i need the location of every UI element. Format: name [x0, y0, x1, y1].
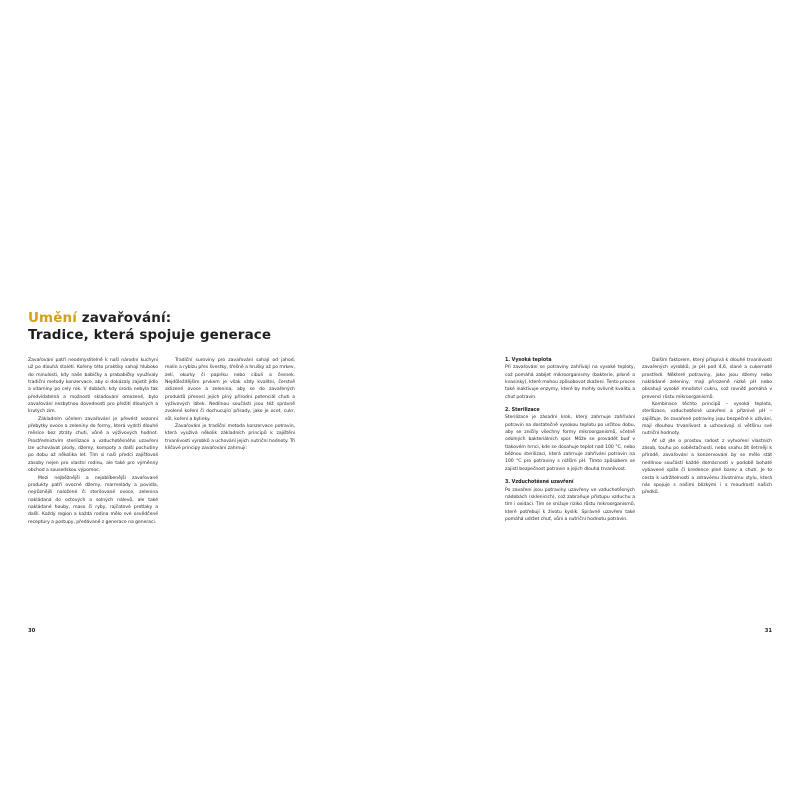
title-line2: Tradice, která spojuje generace	[28, 327, 272, 343]
page-number-left: 30	[28, 628, 36, 634]
title-line1-rest: zavařování:	[76, 310, 172, 326]
paragraph: Zavařování patří neodmyslitelně k naší národní kuchyni už po dlouhá staletí. Kořeny této praktiky sahají hluboko do minulosti, kdy naše babičky a prababičky využívaly tradiční metody konzervace, aby si dokázaly zajistit jídlo a vitamíny po celý rok. V dobách, kdy úroda nebyla tak předvídatelná a možnosti skladování omezené, bylo zavařování nezbytnou dovedností pro přežití dlouhých a krutých zim.	[28, 358, 158, 415]
right-page	[400, 0, 800, 800]
paragraph: Zavařování je tradiční metoda konzervace potravin, která využívá několik základních principů k zajištění trvanlivosti výrobků a uchování jejich nutriční hodnoty. Tři klíčové principy zavařování zahrnují:	[165, 424, 295, 452]
page-number-right: 31	[764, 628, 772, 634]
section-text: Při zavařování se potraviny zahřívají na vysoké teploty, což pomáhá zabíjet mikroorganismy (bakterie, plísně a kvasinky), které mohou způsobovat zkažení. Tento proces také inaktivuje enzymy, které by mohly ovlivnit kvalitu a chuť potravin.	[505, 365, 635, 400]
section-text: Po zavaření jsou potraviny uzavřeny ve vzduchotěsných nádobách (sklenicích), což zabraňuje přístupu vzduchu a tím i oxidaci. Tím se snižuje riziko růstu mikroorganismů, které potřebují k životu kyslík. Správné uzavření také pomáhá udržet chuť, vůni a nutriční hodnotu potravin.	[505, 487, 635, 522]
title-accent: Umění	[28, 310, 77, 326]
section-heading: 2. Sterilizace	[505, 408, 540, 414]
section-heading: 1. Vysoká teplota	[505, 358, 552, 363]
paragraph: Ať už jde o prostou radost z vytvoření vlastních zásob, touhu po soběstačnosti, nebo snahu žít šetrněji k přírodě, zavařování a konzervování by se mělo stát nedílnou součástí každé domácnosti v podobě bohaté vybavené spíže či kredence plné barev a chutí. Je to cesta k udržitelnosti a zdravému životnímu stylu, která nás spojuje s našimi blízkými i s moudrostí našich předků.	[642, 438, 772, 496]
right-column-1	[505, 357, 635, 523]
left-column-1	[28, 357, 158, 526]
section-heading: 3. Vzduchotěsné uzavření	[505, 480, 574, 486]
page-title	[28, 310, 348, 344]
paragraph: Základním účelem zavařování je převést sezonní přebytky ovoce a zeleniny do formy, která vydrží dlouhé měsíce bez ztráty chuti, vůně a výživových hodnot. Prostřednictvím sterilizace a vzduchotěsného uzavření lze uchovávat plody, džemy, kompoty a další pochutiny po dobu až několika let. Tím si naši předci zajišťovali zásoby nejen pro vlastní rodinu, ale také pro výměnný obchod a sousedskou výpomoc.	[28, 416, 158, 474]
paragraph: Dalším faktorem, který přispívá k dlouhé trvanlivosti zavařených výrobků, je pH pod 4,6, slané a cukernaté prostředí. Některé potraviny, jako jsou džemy nebo nakládané zeleniny, mají přirozeně nízké pH nebo obsahují vysoké množství cukru, což rovněž pomáhá v prevenci růstu mikroorganismů.	[642, 358, 772, 400]
paragraph: Mezi nejběžnější a nejoblíbenější zavařované produkty patří ovocné džemy, marmelády a povidla, nejrůznější naložené či sterilované ovoce, zelenina nakládaná do octových a solných nálevů, ale také nakládané houby, maso či ryby, rajčatové protlaky a další. Každý region a každá rodina mělo své osvědčené receptury a postupy, předávané z generace na generaci.	[28, 475, 158, 525]
left-column-2	[165, 357, 295, 452]
paragraph: Kombinace těchto principů – vysoká teplota, sterilizace, vzduchotěsné uzavření a příznivé pH – zajišťuje, že zavařené potraviny jsou bezpečné k užívání, mají dlouhou trvanlivost a uchovávají si většinu své nutriční hodnoty.	[642, 402, 772, 437]
section-text: Sterilizace je zásadní krok, který zahrnuje zahřívání potravin na dostatečně vysokou teplotu po určitou dobu, aby se zničily všechny formy mikroorganismů, včetně odolných bakteriálních spor. Může se provádět buď v tlakovém hrnci, kde se dosahuje teplot nad 100 °C, nebo běžnou sterilizací, která zahrnuje zahřívání potravin na 100 °C pro potraviny s nižším pH. Tímto způsobem se zajistí bezpečnost potravin a jejich dlouhá trvanlivost.	[505, 415, 635, 472]
paragraph: Tradiční suroviny pro zavařování sahají od jahod, malin a rybízu přes švestky, třešně a hrušky až po mrkev, zelí, okurky či papriku nebo cibuli a česnek. Nejdůležitějším prvkem je však vždy kvalitní, čerstvě sklizené ovoce a zelenina, aby se do zavařených produktů přenesl jejich plný přírodní potenciál chuti a výživových látek. Nedílnou součástí jsou též správně zvolené koření či dochucující přísady, jako je ocet, cukr, sůl, koření a bylinky.	[165, 358, 295, 422]
right-column-2	[642, 357, 772, 497]
